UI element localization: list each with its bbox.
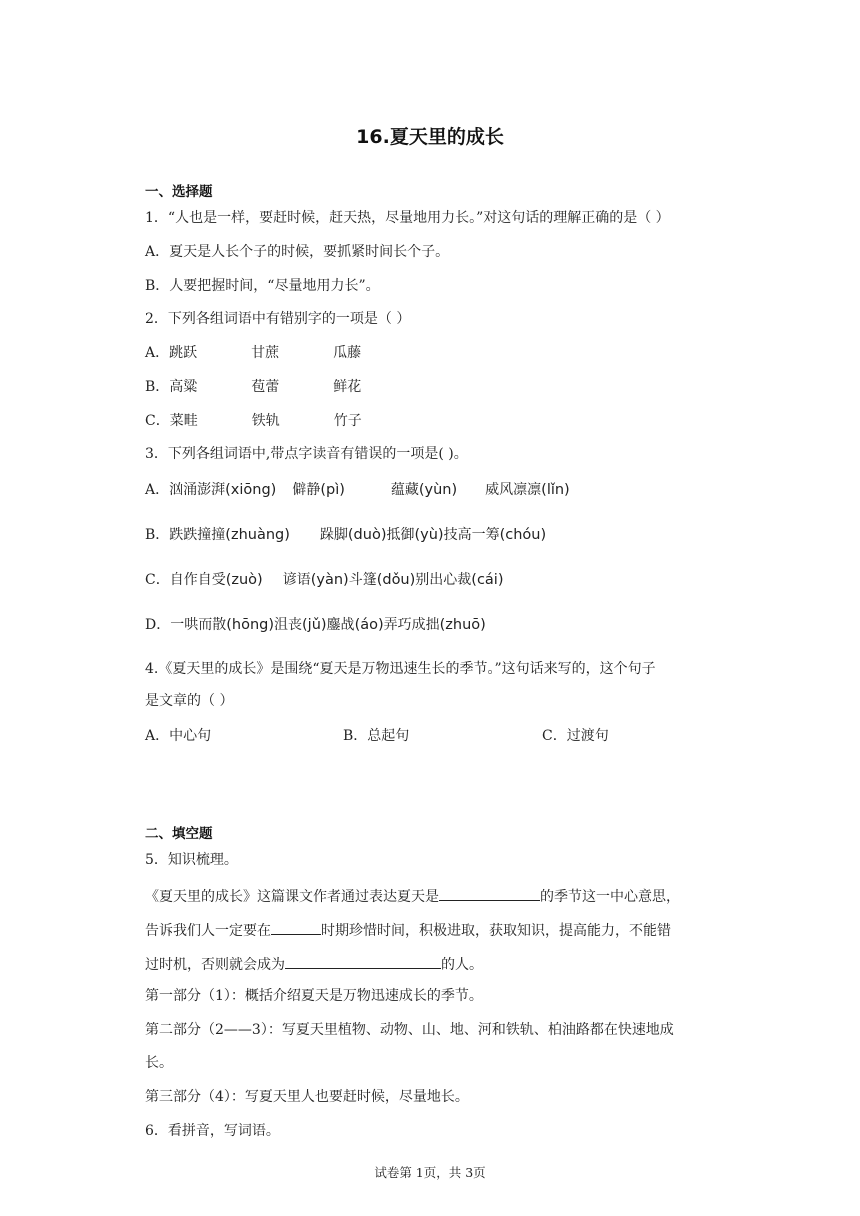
word: 别出心裁 [415,572,472,588]
option-a: A．中心句 [145,728,212,744]
option-word: 跳跃 [169,345,198,361]
text: 的季节这一中心意思， [540,889,680,905]
option-label: A． [145,482,170,498]
text: 时期珍惜时间，积极进取，获取知识，提高能力，不能错 [321,923,671,939]
word: 技高一筹 [443,527,500,543]
word: 僻静 [292,482,321,498]
answer-blank[interactable] [439,885,540,901]
word: 威风凛凛 [485,482,542,498]
pinyin: (jǔ) [302,617,327,633]
word: 自作自受 [169,572,226,588]
option-label: C． [145,572,170,588]
question-2-option-a [145,343,361,363]
question-2-stem: 2．下列各组词语中有错别字的一项是（ ） [145,311,411,327]
section-heading-choice: 一、选择题 [145,184,213,200]
question-3-stem: 3．下列各组词语中,带点字读音有错误的一项是( )。 [145,446,468,462]
part-2-summary-line-2: 长。 [145,1055,173,1071]
question-1-option-b: B．人要把握时间，“尽量地用力长”。 [145,278,380,294]
option-word: 瓜藤 [333,345,362,361]
option-b: B．总起句 [343,728,410,744]
question-3-option-c [145,570,504,590]
question-5-line-2 [145,919,671,941]
answer-blank[interactable] [285,953,441,969]
pinyin: (pì) [320,482,345,498]
word: 弄巧成拙 [383,617,440,633]
pinyin: (zuò) [225,572,263,588]
question-6-stem: 6．看拼音，写词语。 [145,1123,280,1139]
pinyin: (hōng) [226,617,275,633]
part-1-summary: 第一部分（1）：概括介绍夏天是万物迅速成长的季节。 [145,988,483,1004]
word: 跺脚 [319,527,348,543]
question-5-line-1 [145,885,680,907]
text: 《夏天里的成长》这篇课文作者通过表达夏天是 [145,889,439,905]
question-3-option-b [145,525,546,545]
option-label: A． [145,345,170,361]
word: 一哄而散 [170,617,227,633]
question-2-option-b [145,377,361,397]
pinyin: (duò) [347,527,387,543]
question-4-stem-line-1: 4.《夏天里的成长》是围绕“夏天是万物迅速生长的季节。”这句话来写的，这个句子 [145,661,656,677]
text: 的人。 [441,957,483,973]
pinyin: (chóu) [499,527,547,543]
option-label: C． [145,413,170,429]
pinyin: (dǒu) [376,572,416,588]
word: 鏖战 [326,617,355,633]
text: 过时机，否则就会成为 [145,957,285,973]
question-5-stem: 5．知识梳理。 [145,852,238,868]
word: 抵御 [386,527,415,543]
pinyin: (áo) [354,617,384,633]
pinyin: (zhuàng) [225,527,290,543]
option-label: B． [145,527,170,543]
option-word: 竹子 [333,413,362,429]
word: 沮丧 [274,617,303,633]
question-5-line-3 [145,953,483,975]
question-1-option-a: A．夏天是人长个子的时候，要抓紧时间长个子。 [145,244,450,260]
question-4-options [145,726,609,746]
option-word: 苞蕾 [251,379,280,395]
pinyin: (yù) [414,527,444,543]
pinyin: (lǐn) [541,482,570,498]
pinyin: (cái) [471,572,504,588]
text: 告诉我们人一定要在 [145,923,271,939]
option-word: 高粱 [169,379,198,395]
word: 谚语 [282,572,311,588]
option-word: 铁轨 [251,413,280,429]
option-c: C．过渡句 [542,728,609,744]
part-3-summary: 第三部分（4）：写夏天里人也要赶时候，尽量地长。 [145,1089,469,1105]
option-word: 菜畦 [169,413,198,429]
word: 蕴藏 [390,482,419,498]
question-1-stem: 1．“人也是一样，要赶时候，赶天热，尽量地用力长。”对这句话的理解正确的是（ ） [145,210,670,226]
pinyin: (zhuō) [439,617,486,633]
question-3-option-a [145,480,570,500]
option-label: D． [145,617,171,633]
pinyin: (yàn) [310,572,349,588]
pinyin: (xiōng) [225,482,277,498]
word: 斗篷 [348,572,377,588]
option-word: 甘蔗 [251,345,280,361]
section-heading-fill: 二、填空题 [145,826,213,842]
pinyin: (yùn) [418,482,458,498]
option-word: 鲜花 [333,379,362,395]
part-2-summary-line-1: 第二部分（2——3）：写夏天里植物、动物、山、地、河和铁轨、柏油路都在快速地成 [145,1022,674,1038]
page-footer: 试卷第 1页，共 3页 [374,1165,486,1180]
question-3-option-d [145,615,486,635]
option-label: B． [145,379,170,395]
word: 跌跌撞撞 [169,527,226,543]
answer-blank[interactable] [271,919,321,935]
question-2-option-c [145,411,362,431]
page-title: 16.夏天里的成长 [356,126,504,148]
word: 汹涌澎湃 [169,482,226,498]
question-4-stem-line-2: 是文章的（ ） [145,693,234,709]
